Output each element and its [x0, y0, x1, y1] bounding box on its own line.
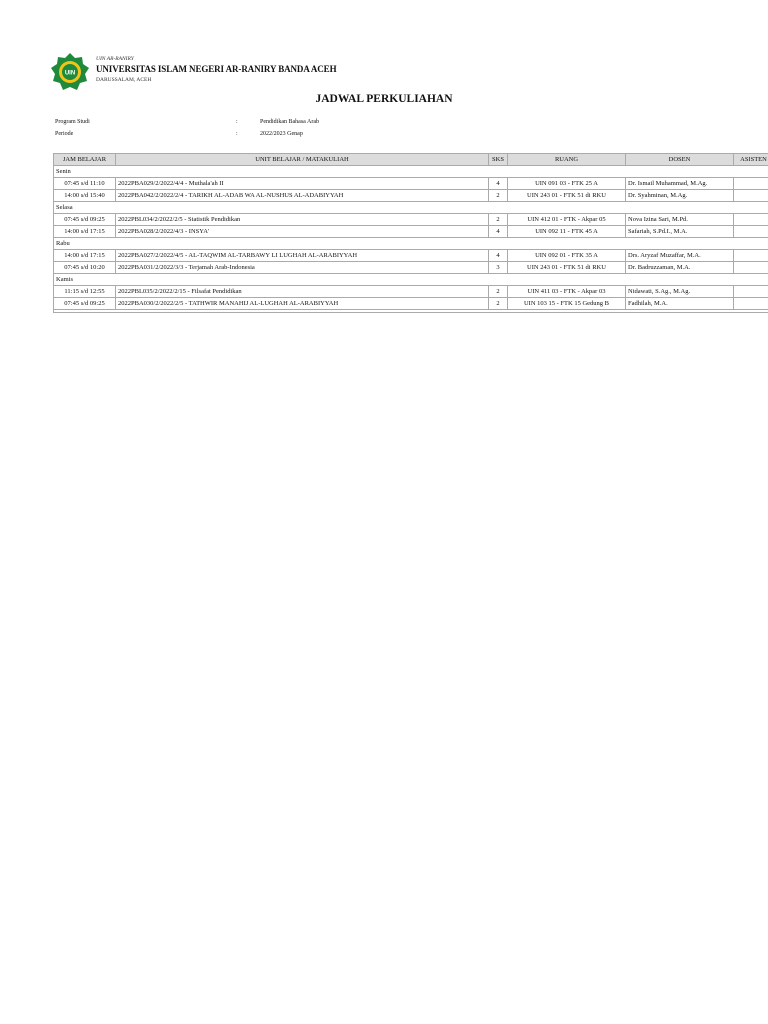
institution-header: [50, 52, 550, 92]
institution-city: DARUSSALAM, ACEH: [96, 77, 152, 83]
table-row: [54, 190, 768, 202]
cell-lecturer: Drs. Aryzaf Muzaffar, M.A.: [626, 250, 734, 262]
table-row: [54, 286, 768, 298]
table-end-row: [54, 310, 768, 313]
cell-assistant: [734, 286, 768, 298]
cell-course: 2022PBA030/2/2022/2/5 - TATHWIR MANAHIJ AL-LUGHAH AL-ARABIYYAH: [116, 298, 489, 310]
cell-time: 11:15 s/d 12:55: [54, 286, 116, 298]
cell-course: 2022PBA029/2/2022/4/4 - Muthala'ah II: [116, 178, 489, 190]
table-row: [54, 214, 768, 226]
col-header-assistant: ASISTEN: [734, 154, 768, 166]
day-row: [54, 166, 768, 178]
table-header-row: [54, 154, 768, 166]
col-header-sks: SKS: [489, 154, 508, 166]
cell-time: 14:00 s/d 17:15: [54, 226, 116, 238]
cell-lecturer: Safariah, S.Pd.I., M.A.: [626, 226, 734, 238]
program-separator: :: [236, 119, 238, 125]
table-row: [54, 262, 768, 274]
cell-room: UIN 243 01 - FTK 51 di RKU: [508, 262, 626, 274]
cell-assistant: [734, 214, 768, 226]
institution-short-name: UIN AR-RANIRY: [96, 56, 134, 62]
cell-lecturer: Nidawati, S.Ag., M.Ag.: [626, 286, 734, 298]
cell-assistant: [734, 262, 768, 274]
cell-time: 07:45 s/d 11:10: [54, 178, 116, 190]
program-label: Program Studi: [55, 119, 90, 125]
cell-assistant: [734, 250, 768, 262]
cell-room: UIN 411 03 - FTK - Akpar 03: [508, 286, 626, 298]
cell-course: 2022PBA028/2/2022/4/3 - INSYA': [116, 226, 489, 238]
cell-course: 2022PBL034/2/2022/2/5 - Statistik Pendidikan: [116, 214, 489, 226]
cell-course: 2022PBA042/2/2022/2/4 - TARIKH AL-ADAB WA AL-NUSHUS AL-ADABIYYAH: [116, 190, 489, 202]
cell-sks: 2: [489, 190, 508, 202]
cell-sks: 4: [489, 250, 508, 262]
cell-course: 2022PBA031/2/2022/3/3 - Terjamah Arab-Indonesia: [116, 262, 489, 274]
cell-assistant: [734, 226, 768, 238]
cell-course: 2022PBL035/2/2022/2/15 - Filsafat Pendidikan: [116, 286, 489, 298]
logo-text: UIN: [64, 70, 76, 77]
cell-time: 07:45 s/d 09:25: [54, 298, 116, 310]
cell-sks: 3: [489, 262, 508, 274]
cell-time: 14:00 s/d 15:40: [54, 190, 116, 202]
cell-sks: 2: [489, 298, 508, 310]
schedule-table: [53, 153, 768, 313]
cell-sks: 4: [489, 226, 508, 238]
col-header-room: RUANG: [508, 154, 626, 166]
university-logo-icon: [50, 52, 90, 92]
table-row: [54, 250, 768, 262]
cell-lecturer: Nova Izina Sari, M.Pd.: [626, 214, 734, 226]
cell-assistant: [734, 178, 768, 190]
table-row: [54, 298, 768, 310]
cell-lecturer: Fadhilah, M.A.: [626, 298, 734, 310]
cell-time: 07:45 s/d 10:20: [54, 262, 116, 274]
col-header-course: UNIT BELAJAR / MATAKULIAH: [116, 154, 489, 166]
cell-room: UIN 103 15 - FTK 15 Gedung B: [508, 298, 626, 310]
cell-lecturer: Dr. Badruzzaman, M.A.: [626, 262, 734, 274]
cell-room: UIN 092 01 - FTK 35 A: [508, 250, 626, 262]
program-value: Pendidikan Bahasa Arab: [260, 119, 319, 125]
cell-time: 14:00 s/d 17:15: [54, 250, 116, 262]
cell-assistant: [734, 190, 768, 202]
cell-assistant: [734, 298, 768, 310]
period-separator: :: [236, 131, 238, 137]
col-header-lecturer: DOSEN: [626, 154, 734, 166]
day-row: [54, 202, 768, 214]
cell-lecturer: Dr. Ismail Muhammad, M.Ag.: [626, 178, 734, 190]
cell-sks: 4: [489, 178, 508, 190]
document-title: JADWAL PERKULIAHAN: [315, 93, 453, 105]
cell-sks: 2: [489, 286, 508, 298]
cell-course: 2022PBA027/2/2022/4/5 - AL-TAQWIM AL-TARBAWY LI LUGHAH AL-ARABIYYAH: [116, 250, 489, 262]
day-label: Senin: [54, 166, 768, 178]
col-header-time: JAM BELAJAR: [54, 154, 116, 166]
period-label: Periode: [55, 131, 74, 137]
day-label: Rabu: [54, 238, 768, 250]
day-row: [54, 238, 768, 250]
cell-room: UIN 243 01 - FTK 51 di RKU: [508, 190, 626, 202]
cell-room: UIN 412 01 - FTK - Akpar 05: [508, 214, 626, 226]
cell-time: 07:45 s/d 09:25: [54, 214, 116, 226]
cell-room: UIN 092 11 - FTK 45 A: [508, 226, 626, 238]
period-value: 2022/2023 Genap: [260, 131, 303, 137]
cell-lecturer: Dr. Syahminan, M.Ag.: [626, 190, 734, 202]
table-row: [54, 226, 768, 238]
institution-name: UNIVERSITAS ISLAM NEGERI AR-RANIRY BANDA ACEH: [96, 64, 337, 74]
cell-sks: 2: [489, 214, 508, 226]
day-row: [54, 274, 768, 286]
day-label: Selasa: [54, 202, 768, 214]
table-row: [54, 178, 768, 190]
day-label: Kamis: [54, 274, 768, 286]
cell-room: UIN 091 03 - FTK 25 A: [508, 178, 626, 190]
